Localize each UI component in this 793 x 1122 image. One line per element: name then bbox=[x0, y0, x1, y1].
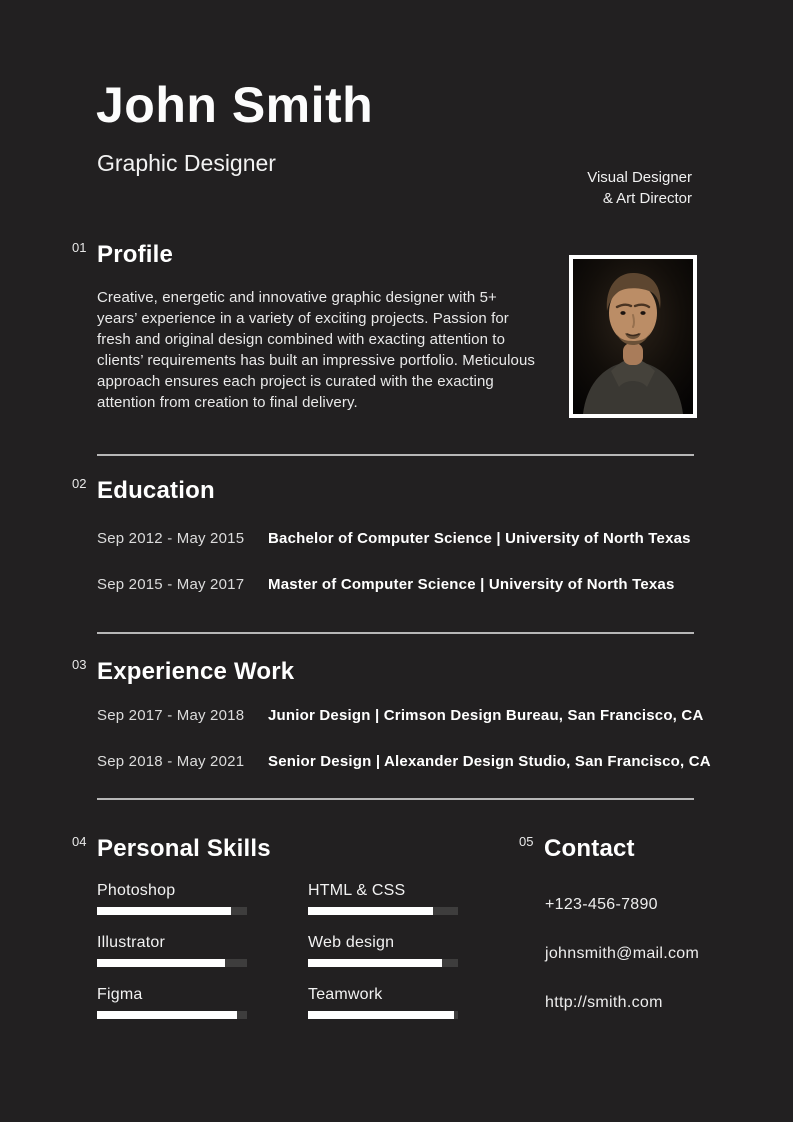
section-number: 02 bbox=[72, 476, 87, 491]
job-description: Junior Design | Crimson Design Bureau, San Francisco, CA bbox=[268, 707, 704, 724]
degree-description: Bachelor of Computer Science | University of North Texas bbox=[268, 530, 691, 547]
education-row bbox=[97, 576, 691, 593]
skill-bar-track bbox=[97, 1011, 247, 1019]
skill-label: HTML & CSS bbox=[308, 882, 406, 899]
experience-row bbox=[97, 753, 711, 770]
section-divider bbox=[97, 632, 694, 634]
skill-label: Web design bbox=[308, 934, 395, 951]
education-rows bbox=[97, 530, 691, 622]
skill-label: Photoshop bbox=[97, 882, 176, 899]
section-number: 03 bbox=[72, 657, 87, 672]
education-section-heading bbox=[72, 476, 215, 505]
profile-photo bbox=[569, 255, 697, 418]
skill-item bbox=[97, 934, 247, 967]
contact-email: johnsmith@mail.com bbox=[545, 945, 700, 962]
skills-section-heading bbox=[72, 834, 271, 863]
contact-phone: +123-456-7890 bbox=[545, 896, 658, 913]
tagline-line-2: & Art Director bbox=[602, 190, 692, 207]
contact-section-heading bbox=[519, 834, 635, 863]
section-title: Personal Skills bbox=[97, 835, 271, 862]
skill-item bbox=[308, 986, 458, 1019]
section-number: 05 bbox=[519, 834, 534, 849]
skill-bar-fill bbox=[308, 907, 433, 915]
contact-website: http://smith.com bbox=[545, 994, 663, 1011]
portrait-photo-illustration bbox=[573, 259, 693, 414]
skill-label: Figma bbox=[97, 986, 143, 1003]
profile-section-heading bbox=[72, 240, 173, 269]
date-range: Sep 2012 - May 2015 bbox=[97, 530, 245, 547]
skills-column-right bbox=[308, 882, 458, 1038]
degree-description: Master of Computer Science | University of North Texas bbox=[268, 576, 675, 593]
skills-column-left bbox=[97, 882, 247, 1038]
date-range: Sep 2017 - May 2018 bbox=[97, 707, 245, 724]
skill-bar-fill bbox=[97, 907, 231, 915]
skill-item bbox=[308, 934, 458, 967]
date-range: Sep 2018 - May 2021 bbox=[97, 753, 245, 770]
skill-item bbox=[97, 882, 247, 915]
skill-item bbox=[308, 882, 458, 915]
skill-item bbox=[97, 986, 247, 1019]
job-description: Senior Design | Alexander Design Studio, San Francisco, CA bbox=[268, 753, 711, 770]
profile-summary-text: Creative, energetic and innovative graphic designer with 5+ years’ experience in a variety of exciting projects. Passion for fresh and original design combined with exacting attention to clients’ requirements has built an impressive portfolio. Meticulous approach ensures each project is curated with the exacting attention from creation to final delivery. bbox=[97, 289, 536, 411]
skill-bar-fill bbox=[308, 959, 442, 967]
section-title: Profile bbox=[97, 241, 174, 268]
section-number: 04 bbox=[72, 834, 87, 849]
skill-label: Illustrator bbox=[97, 934, 165, 951]
skill-bar-track bbox=[97, 959, 247, 967]
skill-label: Teamwork bbox=[308, 986, 383, 1003]
contact-list bbox=[545, 896, 699, 1043]
section-title: Education bbox=[97, 477, 215, 504]
person-role: Graphic Designer bbox=[97, 150, 276, 176]
section-title: Experience Work bbox=[97, 658, 295, 685]
tagline-line-1: Visual Designer bbox=[587, 169, 692, 186]
experience-section-heading bbox=[72, 657, 294, 686]
experience-row bbox=[97, 707, 711, 724]
skill-bar-track bbox=[308, 1011, 458, 1019]
person-name: John Smith bbox=[96, 77, 374, 133]
section-number: 01 bbox=[72, 240, 87, 255]
skill-bar-fill bbox=[97, 959, 225, 967]
skill-bar-track bbox=[308, 959, 458, 967]
date-range: Sep 2015 - May 2017 bbox=[97, 576, 245, 593]
experience-rows bbox=[97, 707, 711, 799]
section-title: Contact bbox=[544, 835, 635, 862]
person-tagline bbox=[587, 167, 692, 209]
section-divider bbox=[97, 798, 694, 800]
skill-bar-fill bbox=[308, 1011, 454, 1019]
education-row bbox=[97, 530, 691, 547]
section-divider bbox=[97, 454, 694, 456]
skill-bar-track bbox=[308, 907, 458, 915]
skill-bar-track bbox=[97, 907, 247, 915]
skill-bar-fill bbox=[97, 1011, 237, 1019]
